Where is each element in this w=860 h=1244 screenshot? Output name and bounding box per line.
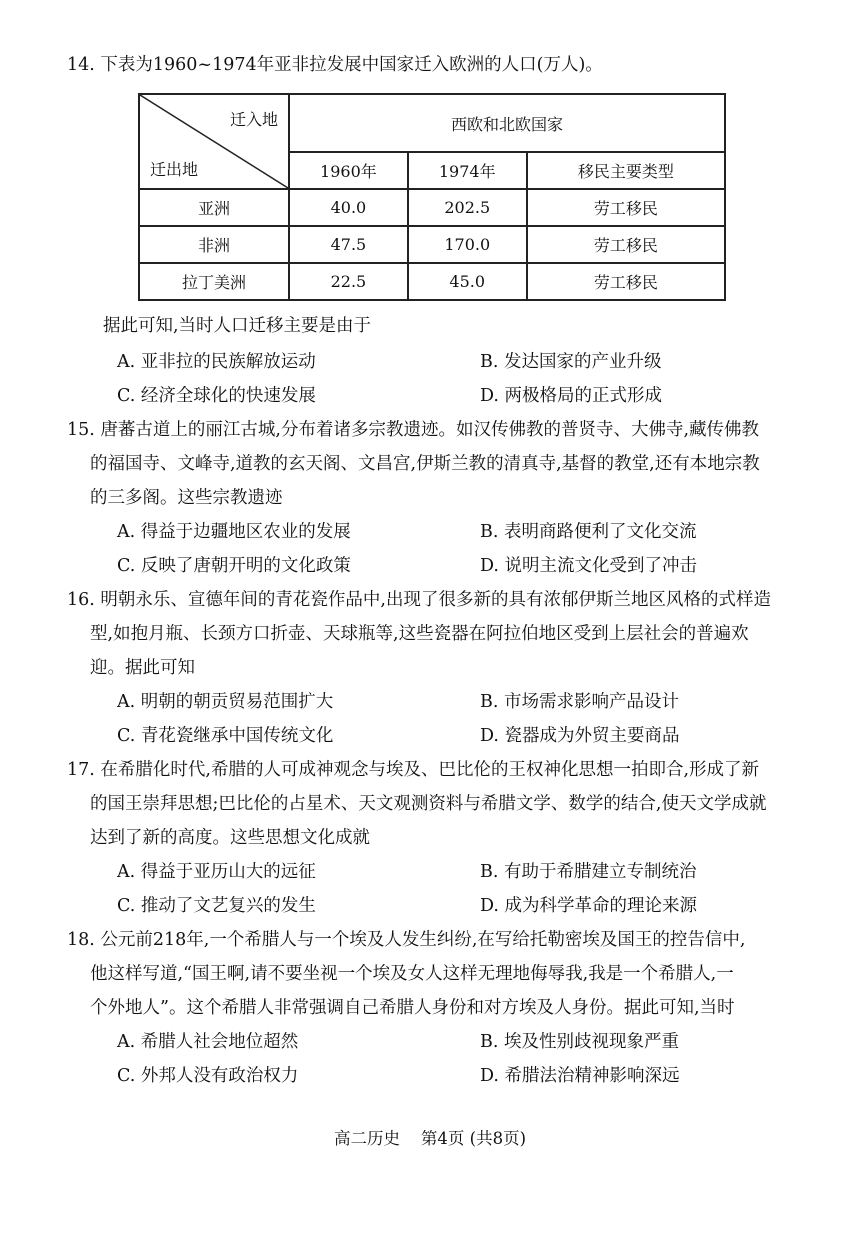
q17-stem-line-3: 达到了新的高度。这些思想文化成就 [90,828,370,848]
q15-option-c[interactable]: C. 反映了唐朝开明的文化政策 [117,556,351,576]
q18-option-a[interactable]: A. 希腊人社会地位超然 [117,1032,299,1052]
table-corner-cell [139,94,289,189]
q16-stem-line-2: 型,如抱月瓶、长颈方口折壶、天球瓶等,这些瓷器在阿拉伯地区受到上层社会的普遍欢 [90,624,749,644]
table-row [139,189,725,226]
table-row [139,226,725,263]
row-1960: 22.5 [289,263,408,300]
row-1974: 202.5 [408,189,527,226]
q14-prompt: 据此可知,当时人口迁移主要是由于 [103,316,372,336]
q15-stem-line-1: 15. 唐蕃古道上的丽江古城,分布着诸多宗教遗迹。如汉传佛教的普贤寺、大佛寺,藏传佛教 [67,420,760,440]
row-region: 拉丁美洲 [139,263,289,300]
col-header-1974: 1974年 [408,152,527,189]
q15-stem-line-2: 的福国寺、文峰寺,道教的玄天阁、文昌宫,伊斯兰教的清真寺,基督的教堂,还有本地宗教 [90,454,760,474]
q16-option-d[interactable]: D. 瓷器成为外贸主要商品 [480,726,680,746]
q16-stem-line-1: 16. 明朝永乐、宣德年间的青花瓷作品中,出现了很多新的具有浓郁伊斯兰地区风格的式样造 [67,590,771,610]
q18-option-b[interactable]: B. 埃及性别歧视现象严重 [480,1032,679,1052]
col-header-1960: 1960年 [289,152,408,189]
q15-option-d[interactable]: D. 说明主流文化受到了冲击 [480,556,698,576]
row-type: 劳工移民 [527,189,725,226]
q16-option-b[interactable]: B. 市场需求影响产品设计 [480,692,679,712]
q16-stem-line-3: 迎。据此可知 [90,658,195,678]
q14-option-a[interactable]: A. 亚非拉的民族解放运动 [117,352,316,372]
q14-option-c[interactable]: C. 经济全球化的快速发展 [117,386,316,406]
q17-option-a[interactable]: A. 得益于亚历山大的远征 [117,862,316,882]
q16-option-c[interactable]: C. 青花瓷继承中国传统文化 [117,726,334,746]
row-region: 亚洲 [139,189,289,226]
corner-in-label: 迁入地 [229,110,278,129]
row-type: 劳工移民 [527,263,725,300]
q17-option-c[interactable]: C. 推动了文艺复兴的发生 [117,896,316,916]
q15-stem-line-3: 的三多阁。这些宗教遗迹 [90,488,283,508]
q18-stem-line-1: 18. 公元前218年,一个希腊人与一个埃及人发生纠纷,在写给托勒密埃及国王的控告信中, [67,930,746,950]
q18-option-c[interactable]: C. 外邦人没有政治权力 [117,1066,299,1086]
q17-stem-line-1: 17. 在希腊化时代,希腊的人可成神观念与埃及、巴比伦的王权神化思想一拍即合,形成了新 [67,760,760,780]
q14-option-d[interactable]: D. 两极格局的正式形成 [480,386,663,406]
col-header-type: 移民主要类型 [527,152,725,189]
row-type: 劳工移民 [527,226,725,263]
q15-option-a[interactable]: A. 得益于边疆地区农业的发展 [117,522,351,542]
q18-option-d[interactable]: D. 希腊法治精神影响深远 [480,1066,680,1086]
q14-option-b[interactable]: B. 发达国家的产业升级 [480,352,662,372]
q15-option-b[interactable]: B. 表明商路便利了文化交流 [480,522,697,542]
row-region: 非洲 [139,226,289,263]
row-1974: 45.0 [408,263,527,300]
q14-stem: 14. 下表为1960~1974年亚非拉发展中国家迁入欧洲的人口(万人)。 [67,55,603,75]
table-row [139,263,725,300]
q17-option-d[interactable]: D. 成为科学革命的理论来源 [480,896,698,916]
row-1960: 47.5 [289,226,408,263]
q18-stem-line-2: 他这样写道,“国王啊,请不要坐视一个埃及女人这样无理地侮辱我,我是一个希腊人,一 [90,964,734,984]
q17-option-b[interactable]: B. 有助于希腊建立专制统治 [480,862,697,882]
page-footer: 高二历史 第4页 (共8页) [333,1129,527,1148]
group-header: 西欧和北欧国家 [289,94,725,152]
corner-out-label: 迁出地 [150,160,199,179]
migration-table [138,93,726,301]
q18-stem-line-3: 个外地人”。这个希腊人非常强调自己希腊人身份和对方埃及人身份。据此可知,当时 [90,998,735,1018]
row-1960: 40.0 [289,189,408,226]
q17-stem-line-2: 的国王崇拜思想;巴比伦的占星术、天文观测资料与希腊文学、数学的结合,使天文学成就 [90,794,767,814]
row-1974: 170.0 [408,226,527,263]
q16-option-a[interactable]: A. 明朝的朝贡贸易范围扩大 [117,692,334,712]
